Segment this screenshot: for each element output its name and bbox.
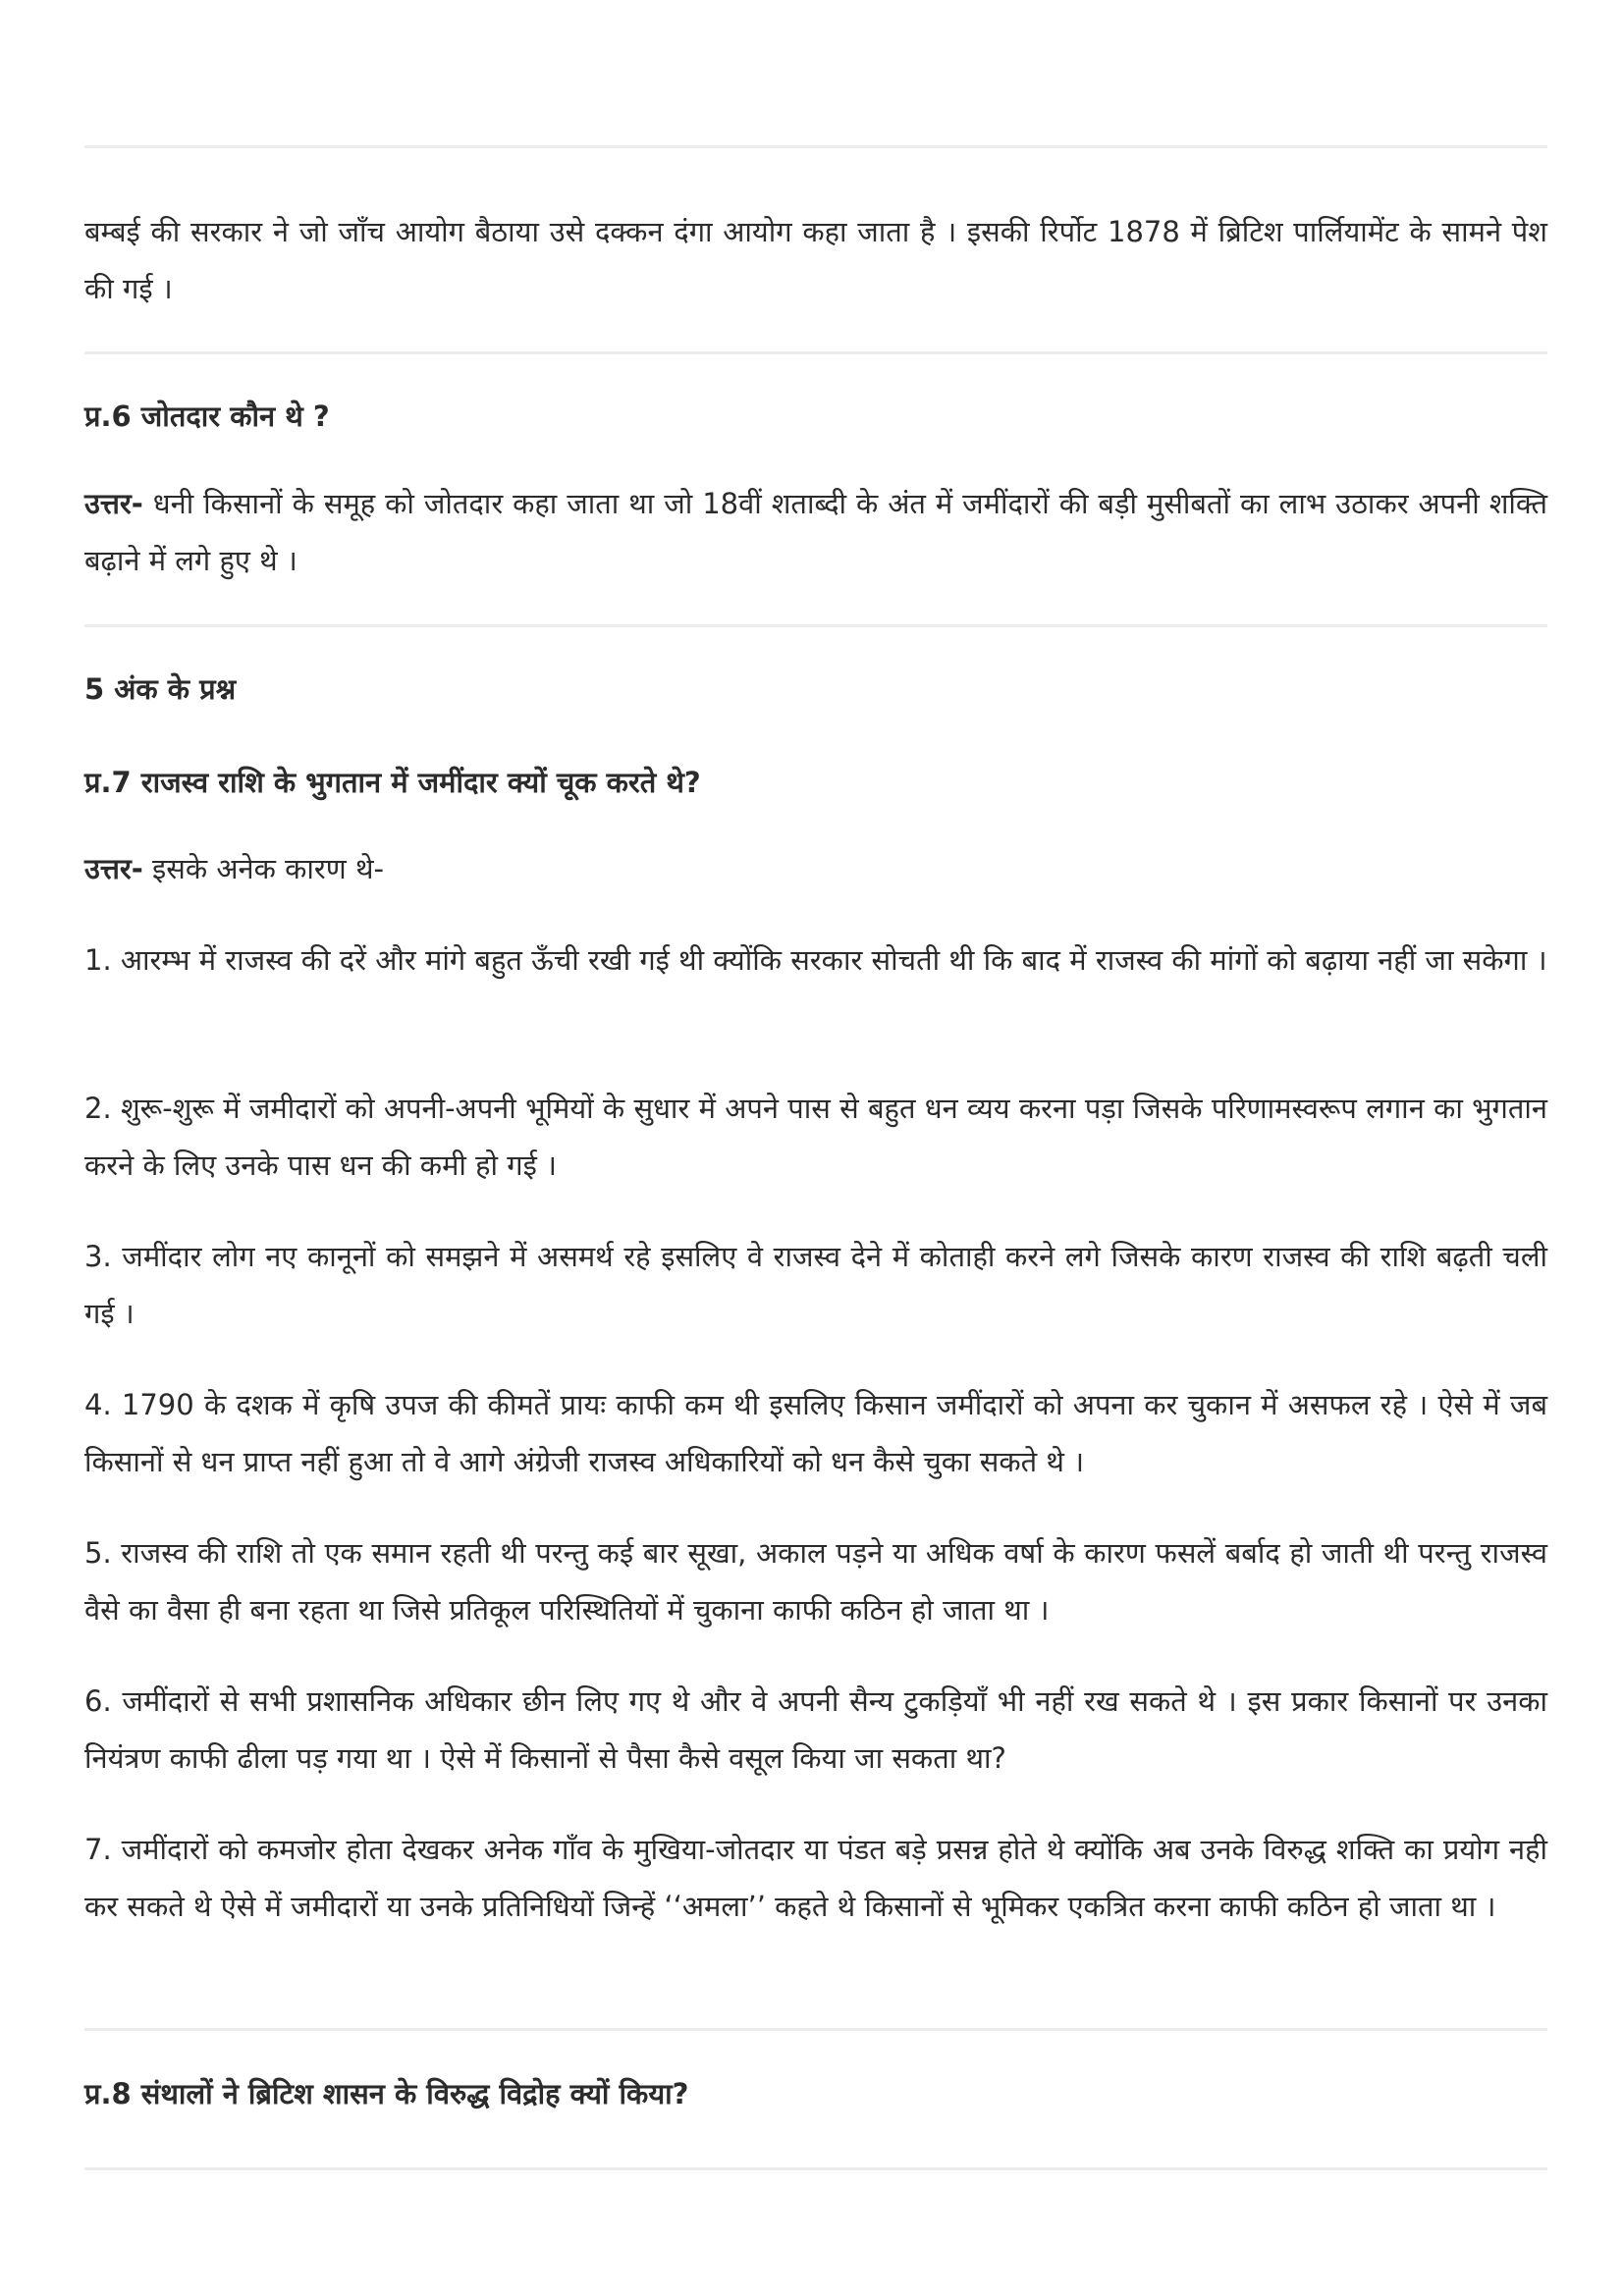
intro-paragraph: बम्बई की सरकार ने जो जाँच आयोग बैठाया उसे दक्कन दंगा आयोग कहा जाता है । इसकी रिर्पोट 1878 में ब्रिटिश पार्लियामेंट के सामने पेश की गई । (84, 215, 1547, 305)
answer-text: इसके अनेक कारण थे- (142, 852, 384, 885)
divider (84, 145, 1547, 148)
question-8: प्र.8 संथालों ने ब्रिटिश शासन के विरुद्ध विद्रोह क्यों किया? (84, 2077, 689, 2110)
answer-7-point-6: 6. जमींदारों से सभी प्रशासनिक अधिकार छीन लिए गए थे और वे अपनी सैन्य टुकड़ियाँ भी नहीं रख सकते थे । इस प्रकार किसानों पर उनका नियंत्रण काफी ढीला पड़ गया था । ऐसे में किसानों से पैसा कैसे वसूल किया जा सकता था? (84, 1684, 1547, 1775)
divider (84, 2028, 1547, 2031)
answer-7-point-3: 3. जमींदार लोग नए कानूनों को समझने में असमर्थ रहे इसलिए वे राजस्व देने में कोताही करने लगे जिसके कारण राजस्व की राशि बढ़ती चली गई । (84, 1240, 1547, 1330)
divider (84, 624, 1547, 627)
answer-7-point-1: 1. आरम्भ में राजस्व की दरें और मांगे बहुत ऊँची रखी गई थी क्योंकि सरकार सोचती थी कि बाद में राजस्व की मांगों को बढ़ाया नहीं जा सकेगा । (84, 943, 1547, 977)
answer-6 (84, 475, 1547, 589)
answer-7-point-7: 7. जमींदारों को कमजोर होता देखकर अनेक गाँव के मुखिया-जोतदार या पंडत बड़े प्रसन्न होते थे क्योंकि अब उनके विरुद्ध शक्ति का प्रयोग नही कर सकते थे ऐसे में जमीदारों या उनके प्रतिनिधियों जिन्हें ‘‘अमला’’ कहते थे किसानों से भूमिकर एकत्रित करना काफी कठिन हो जाता था । (84, 1833, 1547, 1923)
answer-7-point-2: 2. शुरू-शुरू में जमीदारों को अपनी-अपनी भूमियों के सुधार में अपने पास से बहुत धन व्यय करना पड़ा जिसके परिणामस्वरूप लगान का भुगतान करने के लिए उनके पास धन की कमी हो गई । (84, 1092, 1547, 1182)
answer-label: उत्तर- (84, 852, 143, 885)
answer-7-point-4: 4. 1790 के दशक में कृषि उपज की कीमतें प्रायः काफी कम थी इसलिए किसान जमींदारों को अपना कर चुकान में असफल रहे । ऐसे में जब किसानों से धन प्राप्त नहीं हुआ तो वे आगे अंग्रेजी राजस्व अधिकारियों को धन कैसे चुका सकते थे । (84, 1388, 1547, 1478)
question-6: प्र.6 जोतदार कौन थे ? (84, 400, 330, 433)
answer-text: धनी किसानों के समूह को जोतदार कहा जाता था जो 18वीं शताब्दी के अंत में जमींदारों की बड़ी मुसीबतों का लाभ उठाकर अपनी शक्ति बढ़ाने में लगे हुए थे । (84, 487, 1547, 577)
answer-7-point-5: 5. राजस्व की राशि तो एक समान रहती थी परन्तु कई बार सूखा, अकाल पड़ने या अधिक वर्षा के कारण फसलें बर्बाद हो जाती थी परन्तु राजस्व वैसे का वैसा ही बना रहता था जिसे प्रतिकूल परिस्थितियों में चुकाना काफी कठिन हो जाता था । (84, 1536, 1547, 1627)
section-title: 5 अंक के प्रश्न (84, 672, 237, 706)
answer-7-intro (84, 840, 1547, 897)
divider (84, 2167, 1547, 2170)
question-7: प्र.7 राजस्व राशि के भुगतान में जमींदार क्यों चूक करते थे? (84, 766, 701, 799)
divider (84, 351, 1547, 354)
answer-label: उत्तर- (84, 487, 143, 520)
